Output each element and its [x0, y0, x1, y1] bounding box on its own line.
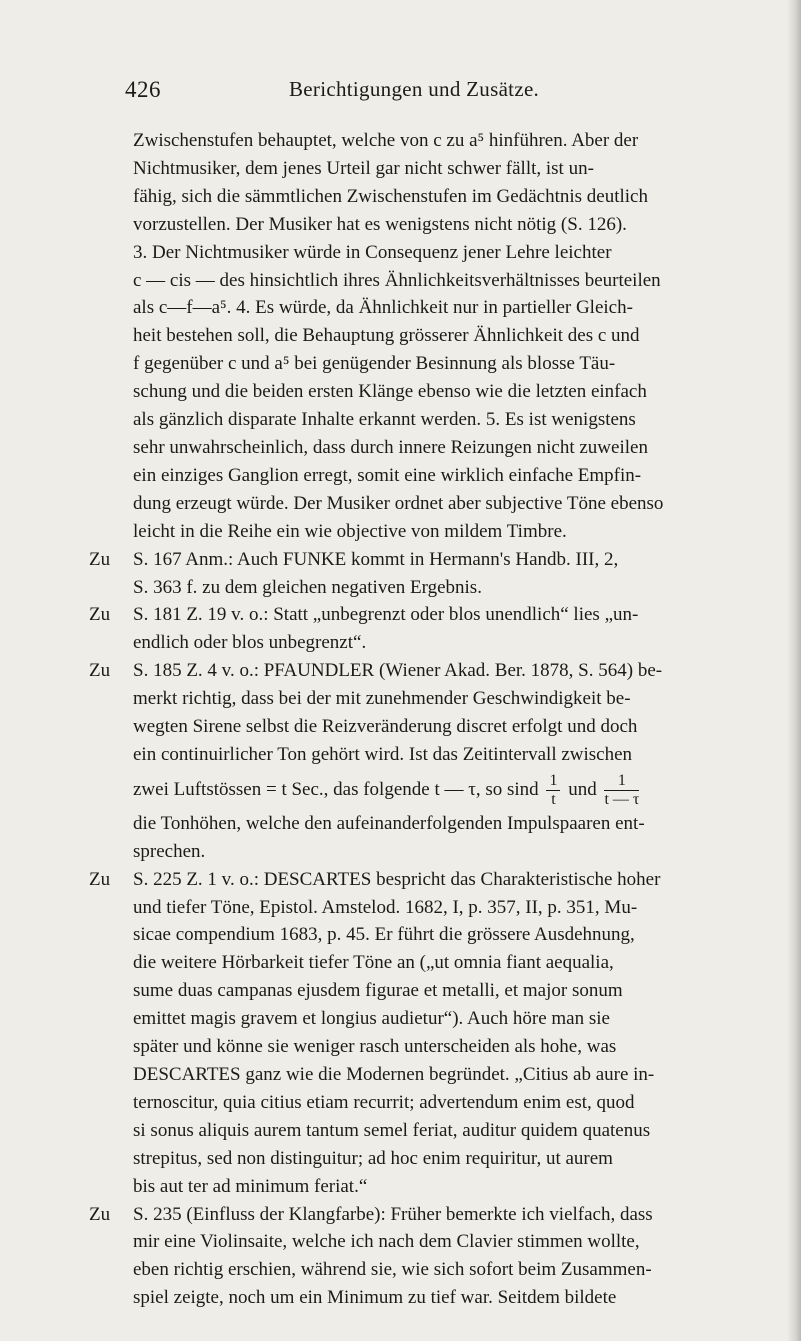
fraction-numerator: 1: [604, 773, 639, 791]
zu-label: Zu: [89, 1203, 111, 1225]
text-line: ein einziges Ganglion erregt, somit eine wirklich einfache Empfin-: [133, 464, 642, 486]
correction-entry-s181: [89, 601, 739, 657]
formula-text-before: zwei Luftstössen = t Sec., das folgende t — τ, so sind: [133, 778, 539, 800]
text-line: ein continuirlicher Ton gehört wird. Ist das Zeitintervall zwischen: [133, 743, 633, 765]
zu-label: Zu: [89, 868, 111, 890]
text-line: endlich oder blos unbegrenzt“.: [133, 632, 367, 654]
text-line: strepitus, sed non distinguitur; ad hoc enim requiritur, ut aurem: [133, 1147, 613, 1169]
text-line: emittet magis gravem et longius audietur“). Auch höre man sie: [133, 1008, 610, 1030]
correction-entry-s225: [89, 866, 739, 1201]
corrections-list: [89, 546, 739, 1313]
text-line: heit bestehen soll, die Behauptung grösserer Ähnlichkeit des c und: [133, 325, 640, 347]
text-line: S. 167 Anm.: Auch FUNKE kommt in Hermann's Handb. III, 2,: [133, 548, 619, 570]
text-line: schung und die beiden ersten Klänge ebenso wie die letzten einfach: [133, 381, 647, 403]
zu-label: Zu: [89, 604, 111, 626]
text-line: leicht in die Reihe ein wie objective von mildem Timbre.: [133, 520, 567, 542]
text-line: vorzustellen. Der Musiker hat es wenigstens nicht nötig (S. 126).: [133, 213, 627, 235]
running-title: Berichtigungen und Zusätze.: [289, 77, 540, 101]
text-line: als c—f—a⁵. 4. Es würde, da Ähnlichkeit nur in partieller Gleich-: [133, 297, 633, 319]
text-line: ternoscitur, quia citius etiam recurrit; advertendum enim est, quod: [133, 1091, 635, 1113]
text-line: spiel zeigte, noch um ein Minimum zu tief war. Seitdem bildete: [133, 1287, 617, 1309]
text-line: merkt richtig, dass bei der mit zunehmender Geschwindigkeit be-: [133, 688, 631, 710]
text-line: die weitere Hörbarkeit tiefer Töne an („ut omnia fiant aequalia,: [133, 952, 614, 974]
text-line: f gegenüber c und a⁵ bei genügender Besinnung als blosse Täu-: [133, 353, 616, 375]
text-line: S. 181 Z. 19 v. o.: Statt „unbegrenzt oder blos unendlich“ lies „un-: [133, 604, 639, 626]
text-line: DESCARTES ganz wie die Modernen begründet. „Citius ab aure in-: [133, 1064, 655, 1085]
text-line: sicae compendium 1683, p. 45. Er führt die grössere Ausdehnung,: [133, 924, 635, 946]
text-line: sehr unwahrscheinlich, dass durch innere Reizungen nicht zuweilen: [133, 436, 648, 458]
text-line: und tiefer Töne, Epistol. Amstelod. 1682, I, p. 357, II, p. 351, Mu-: [133, 896, 638, 918]
text-line: später und könne sie weniger rasch unterscheiden als hohe, was: [133, 1036, 617, 1058]
page-header: [0, 77, 801, 107]
text-line: mir eine Violinsaite, welche ich nach dem Clavier stimmen wollte,: [133, 1231, 640, 1253]
text-line: bis aut ter ad minimum feriat.“: [133, 1175, 368, 1197]
zu-label: Zu: [89, 548, 111, 570]
intro-paragraph: [133, 127, 739, 546]
fraction-numerator: 1: [546, 773, 560, 791]
fraction-denominator: t — τ: [604, 790, 640, 808]
text-line: c — cis — des hinsichtlich ihres Ähnlichkeitsverhältnisses beurteilen: [133, 269, 661, 291]
body-text: [89, 127, 739, 1312]
correction-entry-s185: [89, 657, 739, 865]
text-line: si sonus aliquis aurem tantum semel feriat, auditur quidem quatenus: [133, 1119, 651, 1141]
text-line: fähig, sich die sämmtlichen Zwischenstufen im Gedächtnis deutlich: [133, 185, 648, 207]
text-line: S. 185 Z. 4 v. o.: PFAUNDLER (Wiener Akad. Ber. 1878, S. 564) be-: [133, 660, 663, 682]
text-line: eben richtig erschien, während sie, wie sich sofort beim Zusammen-: [133, 1259, 652, 1281]
fraction-one-over-t-minus-tau: [604, 773, 639, 808]
fraction-denominator: t: [551, 790, 556, 808]
text-line: als gänzlich disparate Inhalte erkannt werden. 5. Es ist wenigstens: [133, 409, 636, 431]
text-line: sume duas campanas ejusdem figurae et metalli, et major sonum: [133, 980, 623, 1002]
zu-label: Zu: [89, 660, 111, 682]
text-line: Nichtmusiker, dem jenes Urteil gar nicht schwer fällt, ist un-: [133, 157, 594, 179]
text-line: dung erzeugt würde. Der Musiker ordnet aber subjective Töne ebenso: [133, 492, 664, 514]
text-line: S. 363 f. zu dem gleichen negativen Ergebnis.: [133, 576, 482, 598]
text-line: S. 235 (Einfluss der Klangfarbe): Früher bemerkte ich vielfach, dass: [133, 1203, 653, 1225]
correction-entry-s235: [89, 1201, 739, 1313]
text-line: sprechen.: [133, 840, 206, 862]
text-line: wegten Sirene selbst die Reizveränderung discret erfolgt und doch: [133, 716, 638, 738]
correction-entry-s167: [89, 546, 739, 602]
fraction-one-over-t: [546, 773, 560, 808]
text-line: 3. Der Nichtmusiker würde in Consequenz jener Lehre leichter: [133, 241, 612, 263]
text-line: die Tonhöhen, welche den aufeinanderfolgenden Impulspaaren ent-: [133, 812, 645, 834]
text-line: Zwischenstufen behauptet, welche von c zu a⁵ hinführen. Aber der: [133, 130, 639, 151]
page-edge-shadow: [787, 0, 801, 1341]
page-number: 426: [125, 77, 161, 102]
formula-line: [133, 773, 739, 808]
text-line: S. 225 Z. 1 v. o.: DESCARTES bespricht das Charakteristische hoher: [133, 868, 661, 890]
formula-text-middle: und: [568, 778, 597, 800]
